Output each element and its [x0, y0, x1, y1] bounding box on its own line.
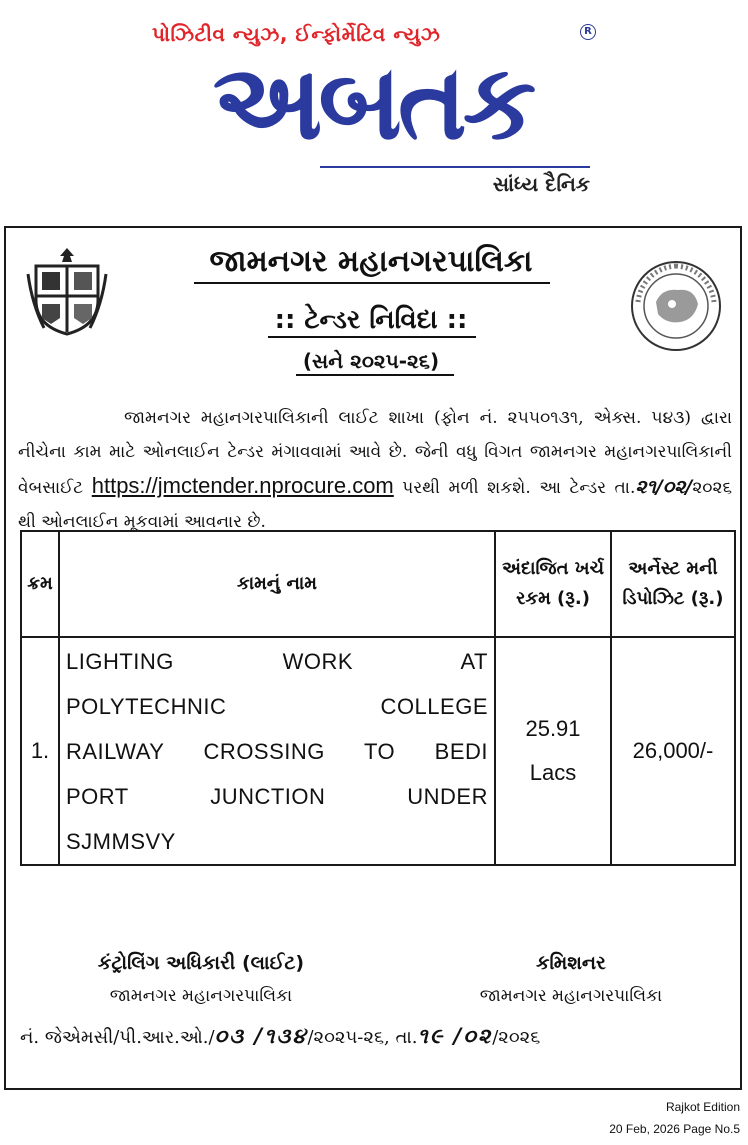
notice-body-end: ૨૦૨૬ થી ઓનલાઈન મૂકવામાં આવનાર છે. [18, 478, 733, 532]
municipal-crest-icon [26, 244, 108, 336]
row-earnest-money: 26,000/- [611, 637, 735, 865]
footer-date-page: 20 Feb, 2026 Page No.5 [609, 1122, 740, 1136]
notice-body [18, 401, 732, 539]
table-header-row [21, 531, 735, 637]
row-estimated-cost [495, 637, 611, 865]
work-name-line: LIGHTING WORK AT [66, 648, 488, 674]
tender-start-date: ૨૧/૦૨/ [635, 476, 693, 498]
reference-year: /૨૦૨૬ [492, 1027, 541, 1048]
edition-label: સાંધ્ય દૈનિક [492, 172, 590, 196]
development-authority-seal-icon [628, 258, 724, 354]
row-work-name [59, 637, 495, 865]
tender-website-link[interactable]: https://jmctender.nprocure.com [91, 473, 394, 498]
financial-year-underline [296, 374, 454, 376]
column-header-earnest-money: અર્નેસ્ટ મની ડિપોઝિટ (રૂ.) [611, 531, 735, 637]
controlling-officer-title: કંટ્રોલિંગ અધિકારી (લાઈટ) [97, 952, 305, 974]
notice-body-intro: જામનગર મહાનગરપાલિકાની લાઈટ શાખા (ફોન નં. ૨૫૫૦૧૩૧, એક્સ. ૫૪૩) દ્વારા નીચેના કામ માટે ઓનલાઈન ટેન્ડર મંગાવવામાં આવે છે. જેની વધુ વિગત જામનગર મહાનગરપાલિકાની વેબસાઈટ [18, 408, 732, 498]
financial-year: (સને ૨૦૨૫-૨૬) [302, 349, 440, 373]
work-name-line: RAILWAY CROSSING TO BEDI [66, 738, 488, 764]
notice-body-middle: પરથી મળી શકશે. આ ટેન્ડર તા. [402, 478, 636, 498]
column-header-sr: ક્રમ [21, 531, 59, 637]
tender-heading-underline [268, 336, 476, 338]
estimated-cost-unit: Lacs [529, 760, 577, 785]
reference-date: ૧૯ /૦૨ [417, 1024, 493, 1048]
row-sr-number: 1. [21, 637, 59, 865]
column-header-work-name: કામનું નામ [59, 531, 495, 637]
tender-heading: :: ટેન્ડર નિવિદા :: [274, 305, 468, 335]
controlling-officer-org: જામનગર મહાનગરપાલિકા [109, 986, 293, 1006]
work-name-line: PORT JUNCTION UNDER [66, 783, 488, 809]
reference-line [20, 1024, 734, 1049]
column-header-estimated-cost: અંદાજિત ખર્ચ રકમ (રૂ.) [495, 531, 611, 637]
masthead-tagline: પોઝિટીવ ન્યુઝ, ઈન્ફોર્મેટિવ ન્યુઝ [152, 22, 441, 46]
footer-edition: Rajkot Edition [665, 1100, 740, 1114]
work-name-line: SJMMSVY [66, 828, 176, 854]
reference-suffix: /૨૦૨૫-૨૬, તા. [307, 1027, 418, 1048]
organization-title-underline [194, 282, 550, 284]
masthead [0, 0, 748, 210]
commissioner-title: કમિશનર [536, 952, 606, 974]
newspaper-logo: અબતક [212, 42, 533, 162]
organization-title: જામનગર મહાનગરપાલિકા [209, 244, 533, 279]
registered-mark: R [580, 24, 596, 40]
table-row [21, 637, 735, 865]
logo-underline [320, 166, 590, 168]
tender-notice [4, 226, 742, 1090]
commissioner-org: જામનગર મહાનગરપાલિકા [479, 986, 663, 1006]
reference-number: ૦૩ /૧૩૪ [214, 1024, 308, 1048]
reference-prefix: નં. જેએમસી/પી.આર.ઓ./ [20, 1027, 215, 1048]
tender-table [20, 530, 736, 866]
work-name-line: POLYTECHNIC COLLEGE [66, 693, 488, 719]
estimated-cost-value: 25.91 [525, 716, 581, 741]
